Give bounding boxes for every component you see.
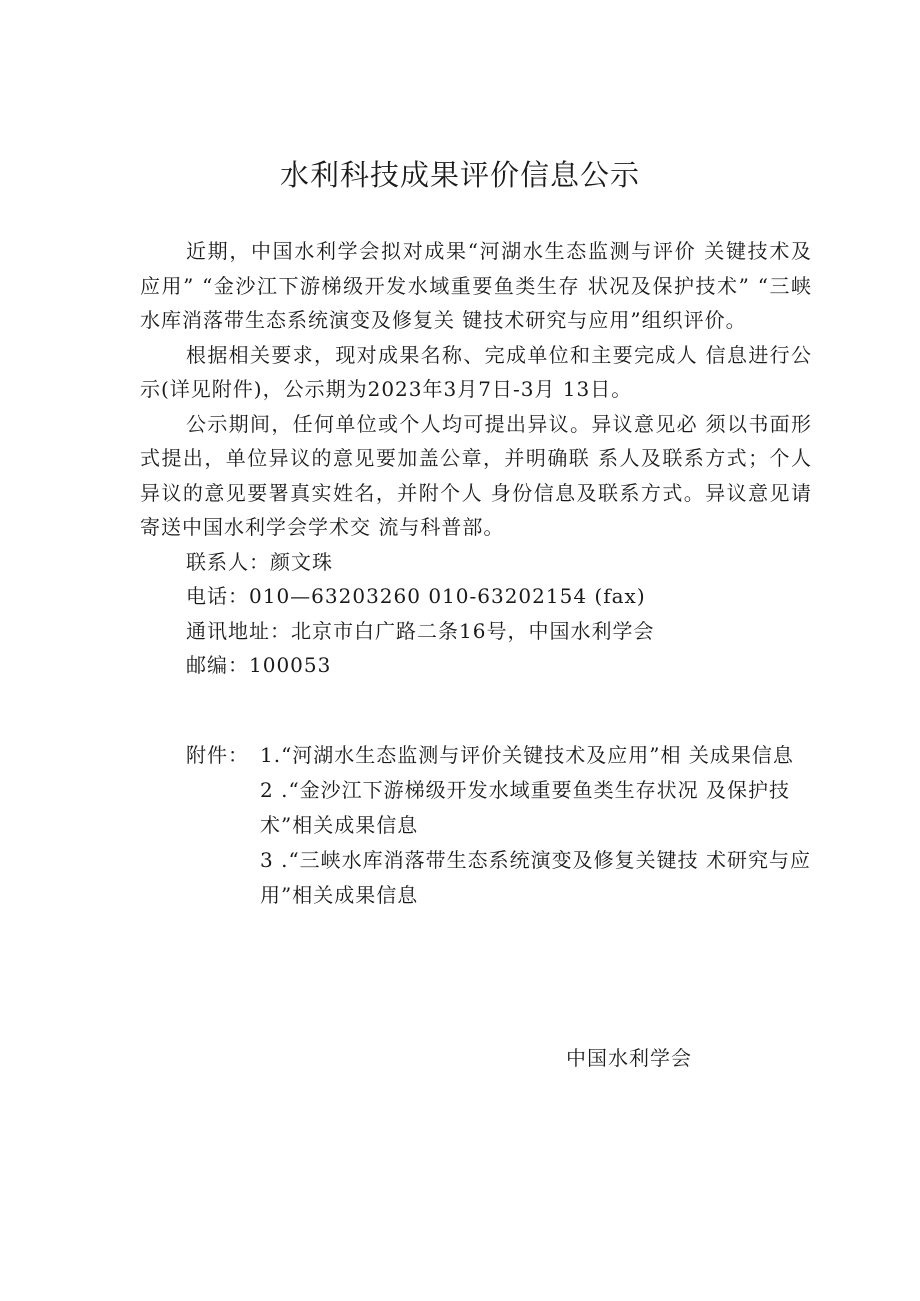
paragraph-publicity-period: 根据相关要求，现对成果名称、完成单位和主要完成人 信息进行公示(详见附件)，公示期为2023年3月7日-3月 13日。 [140,342,812,401]
paragraph-evaluation: 近期，中国水利学会拟对成果“河湖水生态监测与评价 关键技术及应用” “金沙江下游梯级开发水域重要鱼类生存 状况及保护技术” “三峡水库消落带生态系统演变及修复关 键技术研究与应用”组织评价。 [140,239,812,332]
attachment-item: 3 .“三峡水库消落带生态系统演变及修复关键技 术研究与应用”相关成果信息 [260,848,812,907]
attachment-item: 1.“河湖水生态监测与评价关键技术及应用”相 关成果信息 [260,743,794,767]
page-title: 水利科技成果评价信息公示 [279,158,640,192]
paragraph-objection: 公示期间，任何单位或个人均可提出异议。异议意见必 须以书面形式提出，单位异议的意见要加盖公章，并明确联 系人及联系方式；个人异议的意见要署真实姓名，并附个人 身份信息及联系方式。异议意见请寄送中国水利学会学术交 流与科普部。 [140,411,812,539]
contact-address: 通讯地址：北京市白广路二条16号，中国水利学会 [186,618,655,643]
notice-body [140,234,812,683]
attachments-section [186,738,816,913]
signature-organization: 中国水利学会 [566,1046,692,1070]
contact-person: 联系人：颜文珠 [186,549,333,574]
contact-postcode: 邮编：100053 [186,653,332,677]
contact-phone: 电话：010—63203260 010-63202154 (fax) [186,584,646,608]
attachment-item: 2 .“金沙江下游梯级开发水域重要鱼类生存状况 及保护技术”相关成果信息 [260,778,791,837]
attachments-list [260,738,816,913]
attachments-label: 附件： [186,743,249,767]
